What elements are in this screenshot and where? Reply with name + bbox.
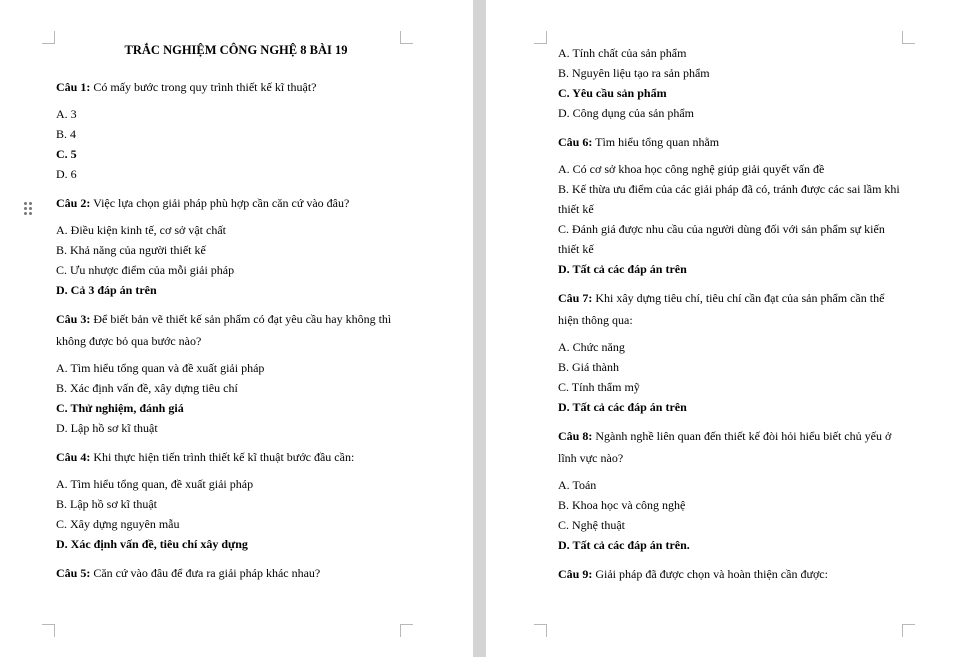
correct-answer-option: C. 5 bbox=[56, 147, 77, 161]
question-text bbox=[558, 131, 908, 153]
question-label: Câu 6: bbox=[558, 135, 593, 149]
answer-option: A. Toán bbox=[558, 478, 597, 492]
question-label: Câu 5: bbox=[56, 566, 91, 580]
answer-option: A. Tính chất của sản phẩm bbox=[558, 46, 687, 60]
answer-option: B. 4 bbox=[56, 127, 77, 141]
correct-answer-option: C. Thử nghiệm, đánh giá bbox=[56, 401, 184, 415]
answer-option: D. Công dụng của sản phẩm bbox=[558, 106, 694, 120]
answer-option: A. Chức năng bbox=[558, 340, 625, 354]
question-label: Câu 3: bbox=[56, 312, 91, 326]
document-title: TRẮC NGHIỆM CÔNG NGHỆ 8 BÀI 19 bbox=[124, 43, 348, 57]
correct-answer-option: D. Xác định vấn đề, tiêu chí xây dựng bbox=[56, 537, 248, 551]
answer-option: D. Lập hồ sơ kĩ thuật bbox=[56, 421, 158, 435]
question-label: Câu 9: bbox=[558, 567, 593, 581]
question-label: Câu 8: bbox=[558, 429, 593, 443]
question-text bbox=[56, 446, 416, 468]
answer-option: C. Xây dựng nguyên mẫu bbox=[56, 517, 180, 531]
crop-mark bbox=[42, 31, 55, 44]
crop-mark bbox=[902, 624, 915, 637]
question-text bbox=[558, 563, 908, 585]
question-body: Có mấy bước trong quy trình thiết kế kĩ thuật? bbox=[90, 80, 317, 94]
question-body: Căn cứ vào đâu để đưa ra giải pháp khác nhau? bbox=[90, 566, 321, 580]
drag-handle-icon[interactable] bbox=[24, 202, 32, 214]
question-body: Giải pháp đã được chọn và hoàn thiện cần được: bbox=[592, 567, 828, 581]
question-text bbox=[558, 287, 908, 331]
correct-answer-option: D. Tất cả các đáp án trên bbox=[558, 262, 687, 276]
correct-answer-option: D. Tất cả các đáp án trên. bbox=[558, 538, 690, 552]
answer-option: B. Khả năng của người thiết kế bbox=[56, 243, 206, 257]
answer-option: D. 6 bbox=[56, 167, 77, 181]
question-body: Tìm hiểu tổng quan nhằm bbox=[592, 135, 720, 149]
correct-answer-option: C. Yêu cầu sản phẩm bbox=[558, 86, 667, 100]
answer-option: C. Ưu nhược điểm của mỗi giải pháp bbox=[56, 263, 235, 277]
question-label: Câu 4: bbox=[56, 450, 91, 464]
answer-option: C. Nghệ thuật bbox=[558, 518, 625, 532]
left-page-content bbox=[56, 43, 416, 590]
question-text bbox=[56, 308, 416, 352]
answer-option: C. Tính thẩm mỹ bbox=[558, 380, 640, 394]
question-label: Câu 7: bbox=[558, 291, 593, 305]
question-body: Ngành nghề liên quan đến thiết kế đòi hỏi hiểu biết chủ yếu ở lĩnh vực nào? bbox=[558, 429, 892, 465]
question-body: Khi thực hiện tiến trình thiết kế kĩ thuật bước đầu cần: bbox=[90, 450, 355, 464]
question-body: Khi xây dựng tiêu chí, tiêu chí cần đạt của sản phẩm cần thể hiện thông qua: bbox=[558, 291, 885, 327]
question-text bbox=[558, 425, 908, 469]
correct-answer-option: D. Tất cả các đáp án trên bbox=[558, 400, 687, 414]
question-label: Câu 2: bbox=[56, 196, 91, 210]
question-body: Việc lựa chọn giải pháp phù hợp cần căn cứ vào đâu? bbox=[90, 196, 350, 210]
right-page-content bbox=[558, 43, 908, 591]
question-list bbox=[558, 131, 908, 585]
answer-option: B. Giá thành bbox=[558, 360, 619, 374]
crop-mark bbox=[400, 624, 413, 637]
crop-mark bbox=[534, 31, 547, 44]
question-text bbox=[56, 192, 416, 214]
question-body: Để biết bản vẽ thiết kế sản phẩm có đạt yêu cầu hay không thì không được bỏ qua bước nào? bbox=[56, 312, 392, 348]
crop-mark bbox=[534, 624, 547, 637]
answer-option: A. Tìm hiểu tổng quan và đề xuất giải pháp bbox=[56, 361, 265, 375]
question-list bbox=[56, 76, 416, 584]
answer-option: A. Có cơ sở khoa học công nghệ giúp giải quyết vấn đề bbox=[558, 162, 825, 176]
answer-option: B. Xác định vấn đề, xây dựng tiêu chí bbox=[56, 381, 238, 395]
question-label: Câu 1: bbox=[56, 80, 91, 94]
answer-option: C. Đánh giá được nhu cầu của người dùng đối với sản phẩm sự kiến thiết kế bbox=[558, 222, 885, 256]
answer-option: B. Khoa học và công nghệ bbox=[558, 498, 686, 512]
answer-option: B. Lập hồ sơ kĩ thuật bbox=[56, 497, 158, 511]
answer-option: B. Kế thừa ưu điểm của các giải pháp đã có, tránh được các sai lầm khi thiết kế bbox=[558, 182, 900, 216]
crop-mark bbox=[42, 624, 55, 637]
answer-option: A. Tìm hiểu tổng quan, đề xuất giải pháp bbox=[56, 477, 254, 491]
answer-option: A. 3 bbox=[56, 107, 77, 121]
answer-option: A. Điều kiện kinh tế, cơ sở vật chất bbox=[56, 223, 226, 237]
page-gap bbox=[473, 0, 486, 657]
question-text bbox=[56, 562, 416, 584]
correct-answer-option: D. Cả 3 đáp án trên bbox=[56, 283, 157, 297]
continued-options bbox=[558, 43, 908, 123]
answer-option: B. Nguyên liệu tạo ra sản phẩm bbox=[558, 66, 710, 80]
question-text bbox=[56, 76, 416, 98]
